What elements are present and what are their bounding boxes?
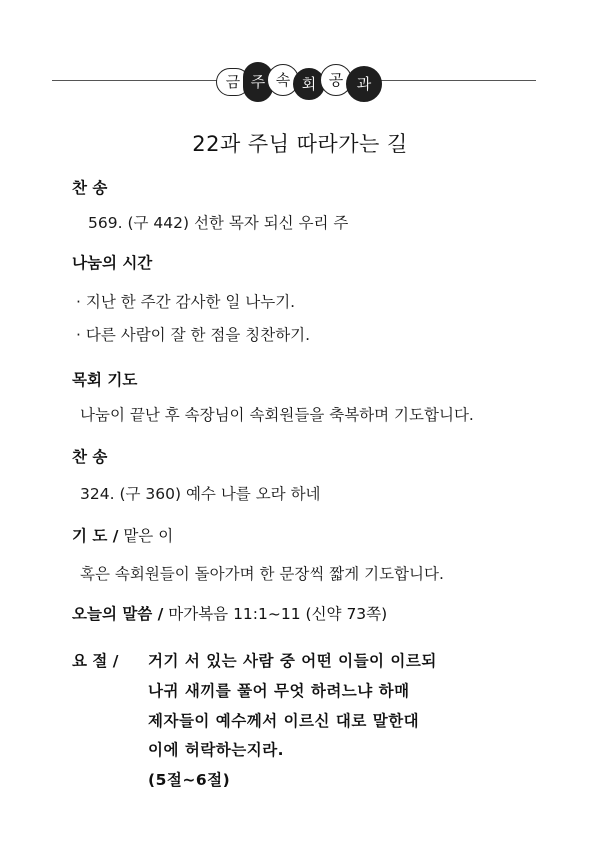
logo-pill-1: 금 bbox=[216, 68, 250, 96]
key-verse-line-3: 제자들이 예수께서 이르신 대로 말한대 bbox=[148, 712, 420, 730]
header-rule-right bbox=[378, 80, 536, 81]
key-verse-line-4: 이에 허락하는지라. bbox=[148, 741, 285, 759]
key-verse-line-1: 거기 서 있는 사람 중 어떤 이들이 이르되 bbox=[148, 652, 437, 670]
logo-pill-4: 회 bbox=[293, 68, 325, 100]
sharing-item-2: · 다른 사람이 잘 한 점을 칭찬하기. bbox=[76, 326, 311, 344]
prayer-meeting-text: 나눔이 끝난 후 속장님이 속회원들을 축복하며 기도합니다. bbox=[80, 406, 474, 424]
hymn1-heading: 찬 송 bbox=[72, 179, 108, 197]
sharing-item-1: · 지난 한 주간 감사한 일 나누기. bbox=[76, 293, 296, 311]
prayer-heading-sub: 맡은 이 bbox=[118, 527, 174, 545]
hymn1-text: 569. (구 442) 선한 목자 되신 우리 주 bbox=[88, 214, 349, 232]
series-logo bbox=[216, 60, 384, 104]
key-verse-reference: (5절~6절) bbox=[148, 771, 231, 789]
hymn2-heading: 찬 송 bbox=[72, 448, 108, 466]
sharing-heading: 나눔의 시간 bbox=[72, 254, 153, 272]
hymn2-text: 324. (구 360) 예수 나를 오라 하네 bbox=[80, 485, 321, 503]
logo-pill-2: 주 bbox=[243, 62, 273, 102]
key-verse-line-2: 나귀 새끼를 풀어 무엇 하려느냐 하매 bbox=[148, 682, 410, 700]
scripture-heading bbox=[72, 602, 387, 624]
prayer-text: 혹은 속회원들이 돌아가며 한 문장씩 짧게 기도합니다. bbox=[80, 565, 444, 583]
logo-pill-3: 속 bbox=[267, 64, 299, 96]
header-rule-left bbox=[52, 80, 224, 81]
prayer-meeting-heading: 목회 기도 bbox=[72, 371, 138, 389]
logo-pill-6: 과 bbox=[346, 66, 382, 102]
key-verse-heading: 요 절 / bbox=[72, 652, 119, 670]
lesson-title: 22과 주님 따라가는 길 bbox=[192, 132, 408, 156]
prayer-heading bbox=[72, 524, 173, 546]
scripture-heading-label: 오늘의 말씀 / bbox=[72, 605, 164, 623]
logo-pill-5: 공 bbox=[320, 64, 352, 96]
scripture-reference: 마가복음 11:1~11 (신약 73쪽) bbox=[163, 605, 388, 623]
prayer-heading-label: 기 도 / bbox=[72, 527, 119, 545]
